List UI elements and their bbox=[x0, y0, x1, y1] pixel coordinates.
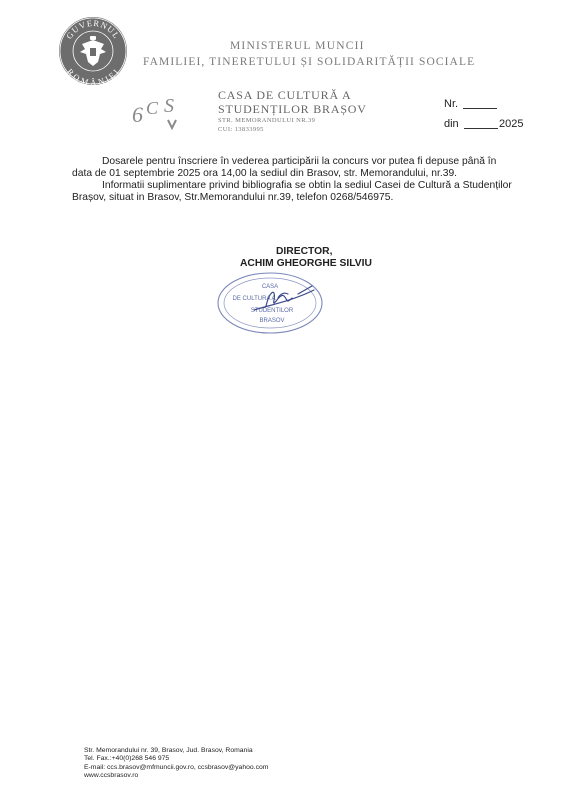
footer-website: www.ccsbrasov.ro bbox=[84, 772, 139, 780]
stamp-line: STUDENTILOR bbox=[250, 308, 294, 314]
registration-date-label: din bbox=[444, 118, 459, 130]
announcement-body bbox=[72, 156, 512, 204]
government-seal bbox=[58, 16, 128, 86]
stamp-line: CASA bbox=[261, 284, 279, 290]
ministry-name-line1: MINISTERUL MUNCII bbox=[230, 40, 365, 52]
footer-phone: Tel. Fax.:+40(0)268 546 975 bbox=[84, 755, 170, 763]
svg-text:C: C bbox=[146, 98, 159, 118]
institution-address: STR. MEMORANDULUI NR.39 bbox=[218, 117, 316, 124]
footer-address: Str. Memorandului nr. 39, Brasov, Jud. Brasov, Romania bbox=[84, 747, 253, 754]
ccs-logo bbox=[128, 92, 192, 132]
director-name: ACHIM GHEORGHE SILVIU bbox=[240, 258, 372, 269]
institution-cui: CUI: 13833995 bbox=[218, 126, 264, 133]
footer-contact bbox=[84, 747, 268, 781]
footer-email: E-mail: ccs.brasov@mfmuncii.gov.ro, ccsbrasov@yahoo.com bbox=[84, 763, 269, 771]
announcement-paragraph: Dosarele pentru înscriere în vederea participării la concurs vor putea fi depuse până în data de 01 septembrie 2025 ora 14,00 la sediul din Brasov, str. Memorandului, nr.39. bbox=[72, 156, 497, 179]
registration-number-blank bbox=[463, 108, 497, 109]
director-title: DIRECTOR, bbox=[276, 246, 333, 257]
seal-top-text: GUVERNUL bbox=[63, 17, 123, 41]
ministry-name-line2: FAMILIEI, TINERETULUI ȘI SOLIDARITĂȚII SOCIALE bbox=[143, 56, 476, 68]
registration-year: 2025 bbox=[499, 118, 524, 130]
svg-text:S: S bbox=[164, 95, 174, 117]
official-stamp bbox=[214, 270, 326, 336]
svg-text:6: 6 bbox=[132, 102, 143, 127]
institution-name-line1: CASA DE CULTURĂ A bbox=[218, 88, 352, 102]
stamp-line: BRASOV bbox=[259, 318, 285, 324]
stamp-line: DE CULTURA A bbox=[232, 296, 276, 302]
institution-name-line2: STUDENȚILOR BRAȘOV bbox=[218, 102, 367, 116]
announcement-paragraph: Informatii suplimentare privind bibliografia se obtin la sediul Casei de Cultură a Studenților Brașov, situat in Brasov, Str.Memorandului nr.39, telefon 0268/546975. bbox=[72, 180, 512, 203]
seal-bottom-text: ROMÂNIEI bbox=[64, 66, 122, 86]
registration-date-blank bbox=[464, 128, 498, 129]
registration-number-label: Nr. bbox=[444, 98, 459, 110]
